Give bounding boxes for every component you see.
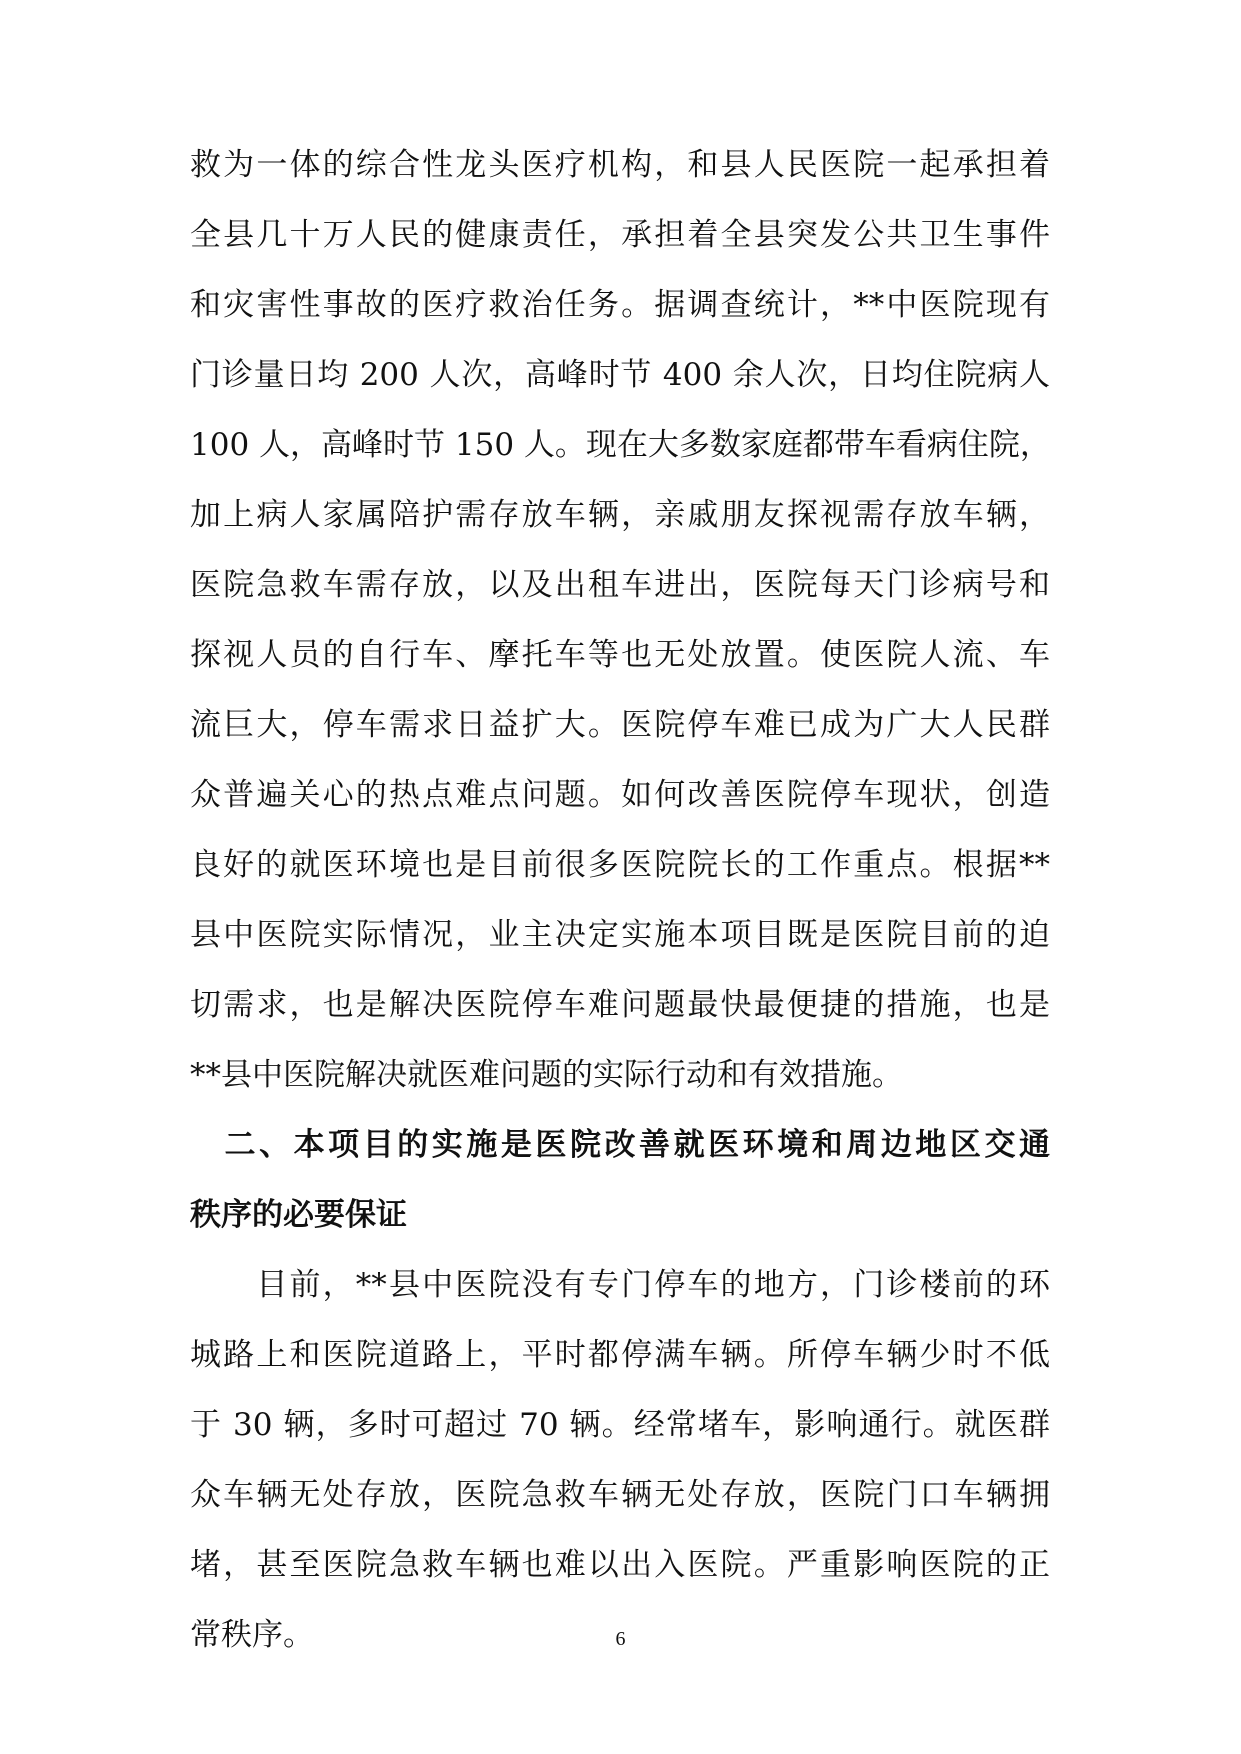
text-line: 于 30 辆，多时可超过 70 辆。经常堵车，影响通行。就医群 xyxy=(190,1407,1050,1443)
text-line: 医院急救车需存放，以及出租车进出，医院每天门诊病号和 xyxy=(190,567,1050,603)
text-line: 常秩序。 xyxy=(190,1617,314,1653)
text-line: 县中医院实际情况，业主决定实施本项目既是医院目前的迫 xyxy=(190,917,1050,953)
text-line: 全县几十万人民的健康责任，承担着全县突发公共卫生事件 xyxy=(190,217,1050,253)
section-heading xyxy=(190,1110,1050,1250)
text-line: 探视人员的自行车、摩托车等也无处放置。使医院人流、车 xyxy=(190,637,1050,673)
text-line: 门诊量日均 200 人次，高峰时节 400 余人次，日均住院病人 xyxy=(190,357,1050,393)
text-line: 切需求，也是解决医院停车难问题最快最便捷的措施，也是 xyxy=(190,987,1050,1023)
text-line: **县中医院解决就医难问题的实际行动和有效措施。 xyxy=(190,1057,903,1093)
text-line: 城路上和医院道路上，平时都停满车辆。所停车辆少时不低 xyxy=(190,1337,1050,1373)
text-line: 堵，甚至医院急救车辆也难以出入医院。严重影响医院的正 xyxy=(190,1547,1050,1583)
text-line: 众车辆无处存放，医院急救车辆无处存放，医院门口车辆拥 xyxy=(190,1477,1050,1513)
text-line: 流巨大，停车需求日益扩大。医院停车难已成为广大人民群 xyxy=(190,707,1050,743)
paragraph-parking-situation xyxy=(190,1250,1050,1670)
text-line: 和灾害性事故的医疗救治任务。据调查统计，**中医院现有 xyxy=(190,287,1050,323)
text-line: 目前，**县中医院没有专门停车的地方，门诊楼前的环 xyxy=(190,1267,1050,1303)
text-line: 100 人，高峰时节 150 人。现在大多数家庭都带车看病住院， xyxy=(190,427,1051,463)
text-line: 众普遍关心的热点难点问题。如何改善医院停车现状，创造 xyxy=(190,777,1050,813)
text-line: 良好的就医环境也是目前很多医院院长的工作重点。根据** xyxy=(190,847,1050,883)
text-line: 救为一体的综合性龙头医疗机构，和县人民医院一起承担着 xyxy=(190,147,1050,183)
text-line: 加上病人家属陪护需存放车辆，亲戚朋友探视需存放车辆， xyxy=(190,497,1050,533)
paragraph-hospital-overview xyxy=(190,130,1050,1110)
heading-line: 秩序的必要保证 xyxy=(190,1197,407,1233)
heading-line: 二、本项目的实施是医院改善就医环境和周边地区交通 xyxy=(190,1127,1050,1163)
page-number: 6 xyxy=(615,1628,626,1650)
